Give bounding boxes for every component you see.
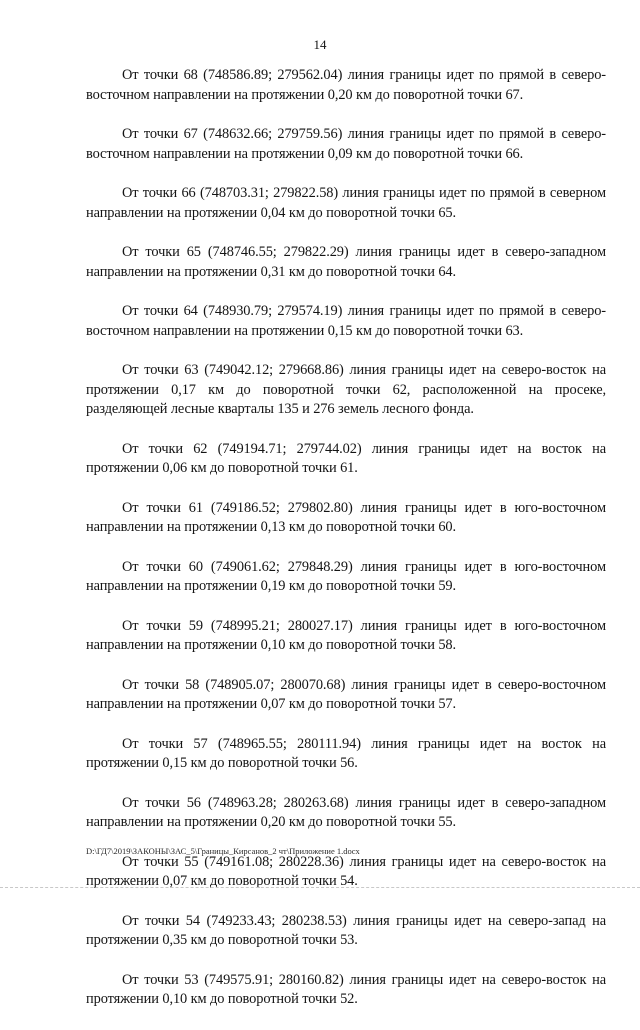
boundary-paragraph-point-64: От точки 64 (748930.79; 279574.19) линия границы идет по прямой в северо-восточном направлении на протяжении 0,15 км до поворотной точки 63. xyxy=(86,303,606,339)
boundary-paragraph-point-56: От точки 56 (748963.28; 280263.68) линия границы идет в северо-западном направлении на протяжении 0,20 км до поворотной точки 55. xyxy=(86,794,606,830)
boundary-paragraph-point-66: От точки 66 (748703.31; 279822.58) линия границы идет по прямой в северном направлении на протяжении 0,04 км до поворотной точки 65. xyxy=(86,185,606,221)
page-bottom-edge xyxy=(0,887,640,888)
boundary-paragraph-point-59: От точки 59 (748995.21; 280027.17) линия границы идет в юго-восточном направлении на протяжении 0,10 км до поворотной точки 58. xyxy=(86,617,606,653)
boundary-paragraph-point-63: От точки 63 (749042.12; 279668.86) линия границы идет на северо-восток на протяжении 0,17 км до поворотной точки 62, расположенной на просеке, разделяющей лесные кварталы 135 и 276 земель лесного фонда. xyxy=(86,362,606,417)
document-body xyxy=(86,66,606,1030)
boundary-paragraph-point-68: От точки 68 (748586.89; 279562.04) линия границы идет по прямой в северо-восточном направлении на протяжении 0,20 км до поворотной точки 67. xyxy=(86,67,606,103)
boundary-paragraph-point-65: От точки 65 (748746.55; 279822.29) линия границы идет в северо-западном направлении на протяжении 0,31 км до поворотной точки 64. xyxy=(86,244,606,280)
boundary-paragraph-point-57: От точки 57 (748965.55; 280111.94) линия границы идет на восток на протяжении 0,15 км до поворотной точки 56. xyxy=(86,735,606,771)
boundary-paragraph-point-60: От точки 60 (749061.62; 279848.29) линия границы идет в юго-восточном направлении на протяжении 0,19 км до поворотной точки 59. xyxy=(86,558,606,594)
boundary-paragraph-point-55: От точки 55 (749161.08; 280228.36) линия границы идет на северо-восток на протяжении 0,07 км до поворотной точки 54. xyxy=(86,853,606,889)
page-number: 14 xyxy=(313,37,327,52)
boundary-paragraph-point-58: От точки 58 (748905.07; 280070.68) линия границы идет в северо-восточном направлении на протяжении 0,07 км до поворотной точки 57. xyxy=(86,676,606,712)
boundary-paragraph-point-62: От точки 62 (749194.71; 279744.02) линия границы идет на восток на протяжении 0,06 км до поворотной точки 61. xyxy=(86,440,606,476)
boundary-paragraph-point-67: От точки 67 (748632.66; 279759.56) линия границы идет по прямой в северо-восточном направлении на протяжении 0,09 км до поворотной точки 66. xyxy=(86,126,606,162)
boundary-paragraph-point-61: От точки 61 (749186.52; 279802.80) линия границы идет в юго-восточном направлении на протяжении 0,13 км до поворотной точки 60. xyxy=(86,499,606,535)
boundary-paragraph-point-53: От точки 53 (749575.91; 280160.82) линия границы идет на северо-восток на протяжении 0,10 км до поворотной точки 52. xyxy=(86,971,606,1007)
footer-file-path: D:\ГД7\2019\ЗАКОНЫ\ЗАС_5\Границы_Кирсанов_2 чт\Приложение 1.docx xyxy=(86,846,360,856)
boundary-paragraph-point-54: От точки 54 (749233.43; 280238.53) линия границы идет на северо-запад на протяжении 0,35 км до поворотной точки 53. xyxy=(86,912,606,948)
